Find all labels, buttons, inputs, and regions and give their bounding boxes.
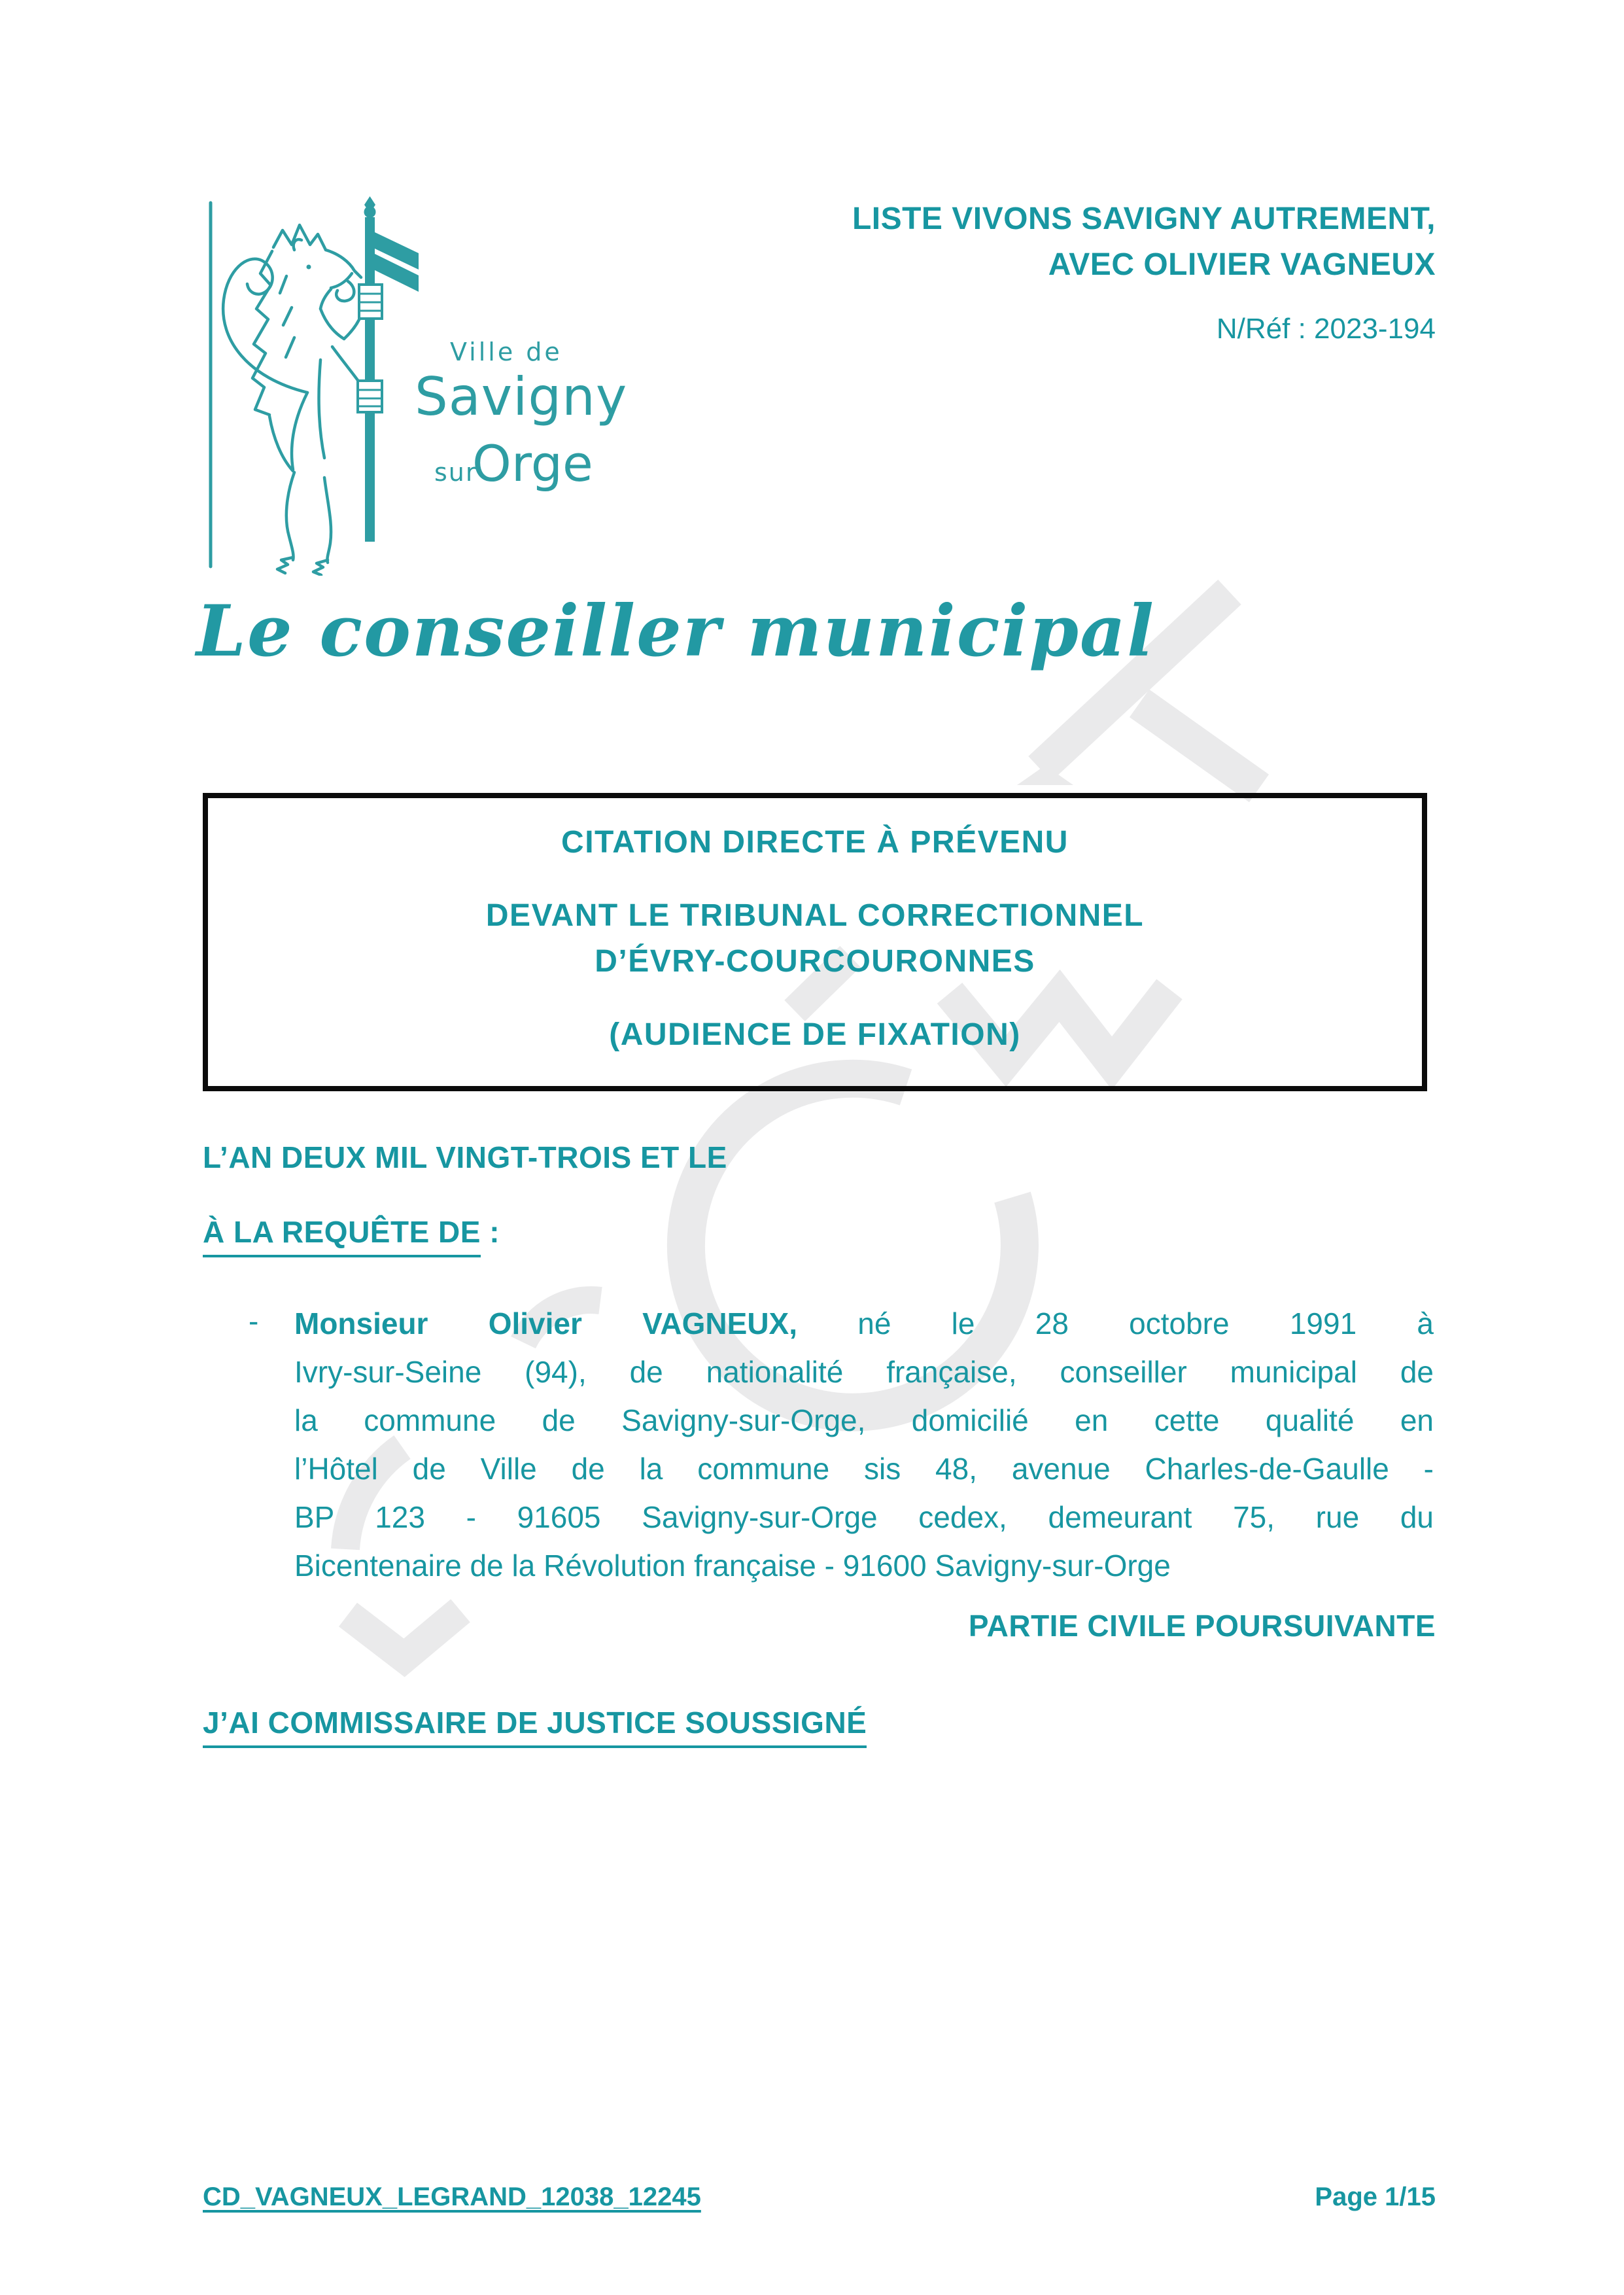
header-line-2: AVEC OLIVIER VAGNEUX [1048, 247, 1436, 282]
logo-ville-de: Ville de [450, 338, 562, 366]
party-line-1-rest: né le 28 octobre 1991 à [797, 1306, 1434, 1340]
party-line-4: l’Hôtel de Ville de la commune sis 48, avenue Charles-de-Gaulle - [294, 1452, 1434, 1486]
title-line-1: CITATION DIRECTE À PRÉVENU [561, 825, 1069, 860]
logo-orge: Orge [472, 434, 593, 493]
requete-heading [203, 1214, 500, 1257]
reference-number: N/Réf : 2023-194 [1216, 313, 1436, 345]
bullet-dash: - [249, 1304, 259, 1338]
party-line-1 [294, 1299, 1434, 1348]
year-line: L’AN DEUX MIL VINGT-TROIS ET LE [203, 1140, 727, 1174]
title-line-3: D’ÉVRY-COURCOURONNES [595, 944, 1035, 979]
party-line-2: Ivry-sur-Seine (94), de nationalité française, conseiller municipal de [294, 1355, 1434, 1389]
party-line-5: BP 123 - 91605 Savigny-sur-Orge cedex, demeurant 75, rue du [294, 1500, 1434, 1534]
requete-colon: : [480, 1215, 500, 1249]
party-line-3: la commune de Savigny-sur-Orge, domicilié en cette qualité en [294, 1403, 1434, 1437]
commissaire-heading [203, 1705, 867, 1748]
requete-heading-underlined: À LA REQUÊTE DE [203, 1214, 481, 1257]
logo-savigny: Savigny [415, 366, 628, 427]
header-line-1: LISTE VIVONS SAVIGNY AUTREMENT, [852, 201, 1436, 236]
party-name-bold: Monsieur Olivier VAGNEUX, [294, 1306, 798, 1340]
party-line-6: Bicentenaire de la Révolution française - 91600 Savigny-sur-Orge [294, 1549, 1171, 1583]
party-paragraph [294, 1299, 1434, 1590]
tagline-script: Le conseiller municipal [196, 590, 1156, 673]
header-title [852, 196, 1436, 288]
title-line-2: DEVANT LE TRIBUNAL CORRECTIONNEL [485, 898, 1145, 933]
title-box [203, 793, 1427, 1091]
title-line-4: (AUDIENCE DE FIXATION) [609, 1017, 1021, 1052]
footer-page-number: Page 1/15 [1315, 2182, 1436, 2211]
partie-civile-label: PARTIE CIVILE POURSUIVANTE [968, 1609, 1436, 1643]
commissaire-underlined: J’AI COMMISSAIRE DE JUSTICE SOUSSIGNÉ [203, 1705, 867, 1748]
logo-sur: sur [434, 458, 477, 487]
footer-doc-ref: CD_VAGNEUX_LEGRAND_12038_12245 [203, 2182, 701, 2211]
